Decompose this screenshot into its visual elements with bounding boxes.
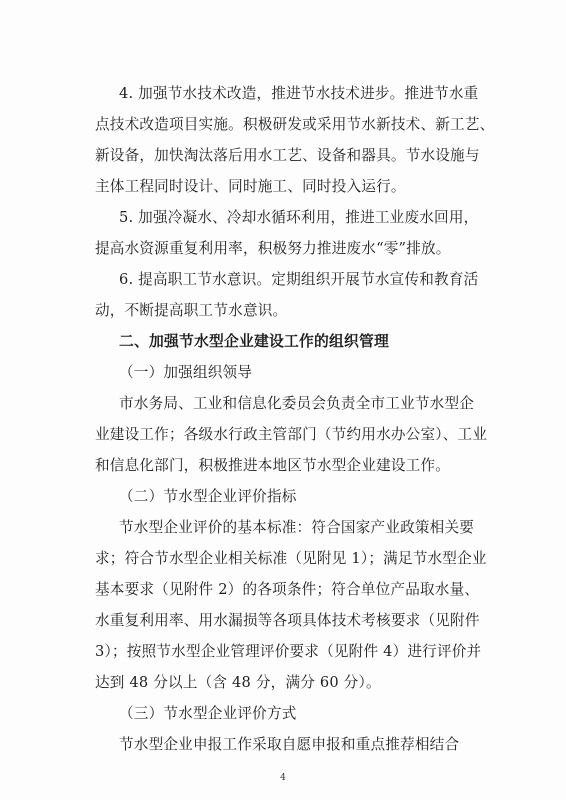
text-line: 和信息化部门，积极推进本地区节水型企业建设工作。	[95, 457, 451, 474]
text-line: 提高水资源重复利用率，积极努力推进废水“零”排放。	[95, 240, 451, 257]
text-line: 动，不断提高职工节水意识。	[95, 302, 288, 319]
text-line: 6. 提高职工节水意识。定期组织开展节水宣传和教育活	[119, 271, 479, 288]
text-line: 节水型企业申报工作采取自愿申报和重点推荐相结合	[119, 736, 460, 753]
section-heading: 二、加强节水型企业建设工作的组织管理	[119, 333, 389, 350]
text-line: 3）；按照节水型企业管理评价要求（见附件 4）进行评价并	[95, 643, 482, 660]
text-line: 5. 加强冷凝水、冷却水循环利用，推进工业废水回用，	[119, 209, 479, 226]
text-line: 达到 48 分以上（含 48 分，满分 60 分）。	[95, 674, 381, 691]
text-line: 主体工程同时设计、同时施工、同时投入运行。	[95, 178, 406, 195]
text-line: 业建设工作；各级水行政主管部门（节约用水办公室）、工业	[95, 426, 488, 443]
subsection-heading: （三）节水型企业评价方式	[119, 705, 297, 722]
subsection-heading: （一）加强组织领导	[119, 364, 253, 381]
text-line: 新设备，加快淘汰落后用水工艺、设备和器具。节水设施与	[95, 147, 480, 164]
text-line: 点技术改造项目实施。积极研发或采用节水新技术、新工艺、	[95, 116, 495, 133]
text-line: 市水务局、工业和信息化委员会负责全市工业节水型企	[119, 395, 475, 412]
text-line: 4. 加强节水技术改造，推进节水技术进步。推进节水重	[119, 85, 479, 102]
text-line: 水重复利用率、用水漏损等各项具体技术考核要求（见附件	[95, 612, 480, 629]
page-number: 4	[280, 773, 286, 783]
text-line: 基本要求（见附件 2）的各项条件；符合单位产品取水量、	[95, 581, 480, 598]
subsection-heading: （二）节水型企业评价指标	[119, 488, 297, 505]
text-line: 求；符合节水型企业相关标准（见附见 1）；满足节水型企业	[95, 550, 487, 567]
text-line: 节水型企业评价的基本标准：符合国家产业政策相关要	[119, 519, 475, 536]
